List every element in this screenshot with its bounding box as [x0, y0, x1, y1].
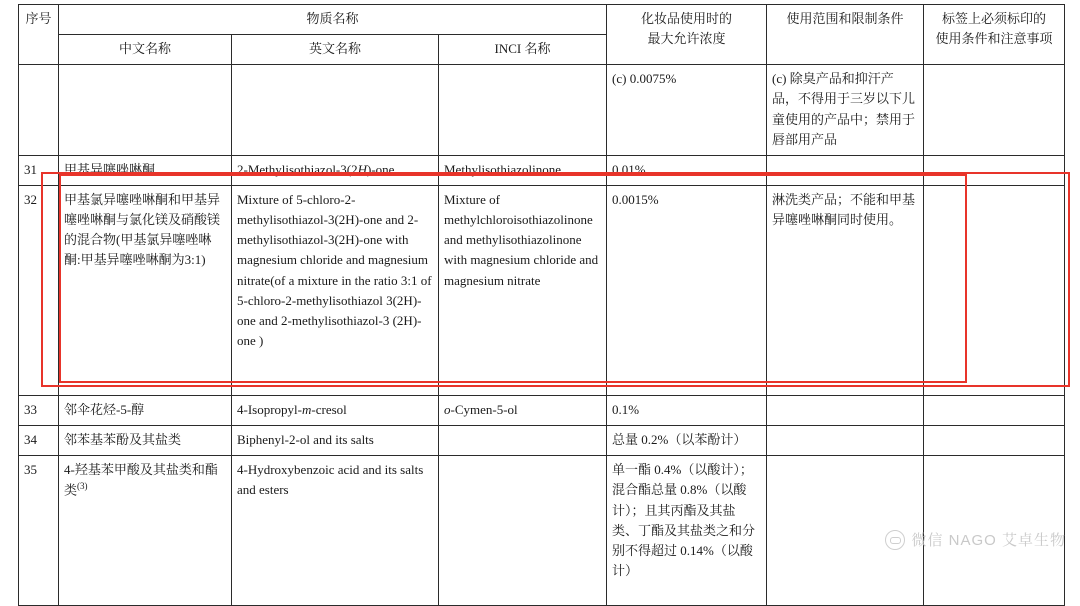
table-header-row-1	[19, 5, 1065, 35]
cell-en-name: Mixture of 5-chloro-2-methylisothiazol-3(2H)-one and 2-methylisothiazol-3(2H)-one with magnesium chloride and magnesium nitrate(of a mixture in the ratio 3:1 of 5-chloro-2-methylisothiazol 3(2H)-one and 2-methylisothiazol-3 (2H)-one )	[232, 185, 439, 395]
header-en-name: 英文名称	[232, 35, 439, 65]
header-inci-name: INCI 名称	[439, 35, 607, 65]
cell-cn-name	[59, 65, 232, 156]
cell-en-name	[232, 65, 439, 156]
cell-inci-name	[439, 65, 607, 156]
cell-cn-name: 甲基氯异噻唑啉酮和甲基异噻唑啉酮与氯化镁及硝酸镁的混合物(甲基氯异噻唑啉酮:甲基异噻唑啉酮为3:1)	[59, 185, 232, 395]
cell-scope: (c) 除臭产品和抑汗产品，不得用于三岁以下儿童使用的产品中；禁用于唇部用产品	[767, 65, 924, 156]
cell-max-concentration: 0.01%	[607, 155, 767, 185]
cell-label-conditions	[924, 395, 1065, 425]
cell-cn-name: 4-羟基苯甲酸及其盐类和酯类$^{(3)}$	[59, 456, 232, 606]
watermark-text: 微信 NAGO 艾卓生物	[911, 532, 1066, 549]
cell-scope	[767, 155, 924, 185]
cell-no	[19, 65, 59, 156]
cell-max-concentration: 单一酯 0.4%（以酸计）；混合酯总量 0.8%（以酸计）；且其丙酯及其盐类、丁酯及其盐类之和分别不得超过 0.14%（以酸计）	[607, 456, 767, 606]
cell-no: 33	[19, 395, 59, 425]
header-substance-name: 物质名称	[59, 5, 607, 35]
cell-en-name: 4-Hydroxybenzoic acid and its salts and esters	[232, 456, 439, 606]
cell-scope	[767, 426, 924, 456]
cell-en-name: 4-Isopropyl-m-cresol	[232, 395, 439, 425]
cell-inci-name	[439, 456, 607, 606]
table-row	[19, 426, 1065, 456]
cell-inci-name: Methylisothiazolinone	[439, 155, 607, 185]
restricted-substances-table	[18, 4, 1065, 606]
cell-cn-name: 邻伞花烃-5-醇	[59, 395, 232, 425]
header-cn-name: 中文名称	[59, 35, 232, 65]
cell-max-concentration: (c) 0.0075%	[607, 65, 767, 156]
cell-max-concentration: 0.0015%	[607, 185, 767, 395]
cell-scope: 淋洗类产品；不能和甲基异噻唑啉酮同时使用。	[767, 185, 924, 395]
cell-cn-name: 邻苯基苯酚及其盐类	[59, 426, 232, 456]
table-row	[19, 155, 1065, 185]
cell-no: 35	[19, 456, 59, 606]
cell-max-concentration: 0.1%	[607, 395, 767, 425]
cell-inci-name	[439, 426, 607, 456]
cell-label-conditions	[924, 185, 1065, 395]
cell-inci-name: o-Cymen-5-ol	[439, 395, 607, 425]
cell-label-conditions	[924, 155, 1065, 185]
cell-no: 31	[19, 155, 59, 185]
cell-no: 34	[19, 426, 59, 456]
cell-label-conditions	[924, 65, 1065, 156]
cell-en-name: 2-Methylisothiazol-3(2H)-one	[232, 155, 439, 185]
watermark	[885, 529, 1066, 550]
cell-label-conditions	[924, 426, 1065, 456]
header-max-concentration: 化妆品使用时的 最大允许浓度	[607, 5, 767, 65]
cell-no: 32	[19, 185, 59, 395]
cell-en-name: Biphenyl-2-ol and its salts	[232, 426, 439, 456]
cell-cn-name: 甲基异噻唑啉酮	[59, 155, 232, 185]
table-row	[19, 65, 1065, 156]
header-no: 序号	[19, 5, 59, 65]
header-scope: 使用范围和限制条件	[767, 5, 924, 65]
header-label-conditions: 标签上必须标印的 使用条件和注意事项	[924, 5, 1065, 65]
regulation-table-container	[18, 4, 1064, 606]
wechat-icon	[885, 530, 905, 550]
table-row	[19, 395, 1065, 425]
table-row-highlighted	[19, 185, 1065, 395]
cell-scope	[767, 395, 924, 425]
cell-max-concentration: 总量 0.2%（以苯酚计）	[607, 426, 767, 456]
cell-inci-name: Mixture of methylchloroisothiazolinone and methylisothiazolinone with magnesium chloride and magnesium nitrate	[439, 185, 607, 395]
